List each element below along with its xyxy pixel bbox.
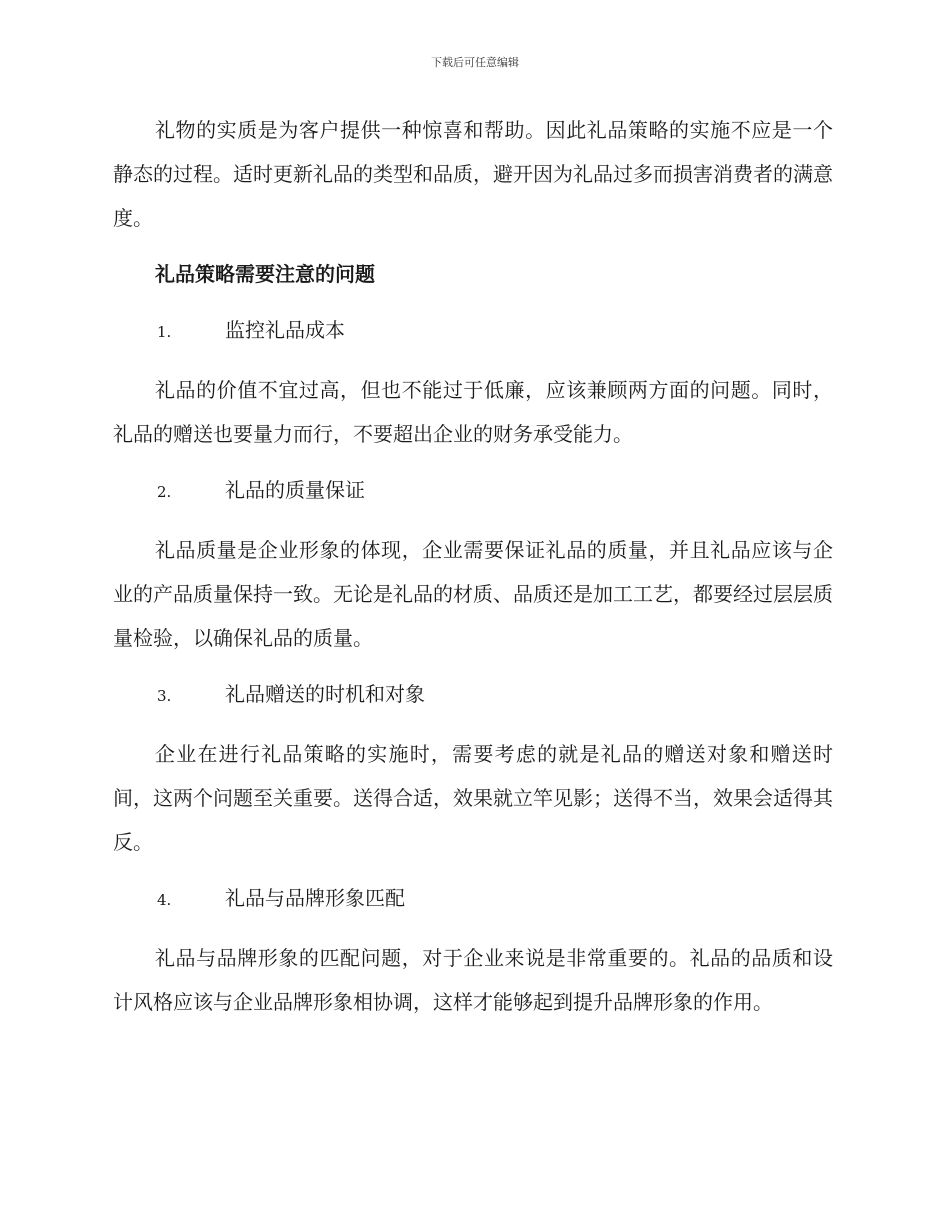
list-item-number: 4. (157, 891, 172, 909)
list-item-body: 礼品与品牌形象的匹配问题，对于企业来说是非常重要的。礼品的品质和设计风格应该与企业品牌形象相协调，这样才能够起到提升品牌形象的作用。 (113, 946, 833, 1014)
list-item-title: 监控礼品成本 (225, 318, 345, 342)
intro-paragraph: 礼物的实质是为客户提供一种惊喜和帮助。因此礼品策略的实施不应是一个静态的过程。适时更新礼品的类型和品质，避开因为礼品过多而损害消费者的满意度。 (113, 118, 833, 230)
list-item-4 (157, 876, 833, 922)
list-item-3 (157, 672, 833, 718)
list-item-number: 1. (157, 323, 172, 341)
section-heading: 礼品策略需要注意的问题 (155, 262, 375, 286)
document-body (113, 108, 833, 1024)
list-item-title: 礼品的质量保证 (225, 478, 365, 502)
list-item-body: 礼品的价值不宜过高，但也不能过于低廉，应该兼顾两方面的问题。同时，礼品的赠送也要量力而行，不要超出企业的财务承受能力。 (113, 378, 833, 446)
list-item-title: 礼品与品牌形象匹配 (225, 886, 405, 910)
list-item-2 (157, 468, 833, 514)
list-item-body: 礼品质量是企业形象的体现，企业需要保证礼品的质量，并且礼品应该与企业的产品质量保持一致。无论是礼品的材质、品质还是加工工艺，都要经过层层质量检验，以确保礼品的质量。 (113, 538, 833, 650)
list-item-number: 3. (157, 687, 172, 705)
list-item-number: 2. (157, 483, 172, 501)
list-item-1 (157, 308, 833, 354)
list-item-title: 礼品赠送的时机和对象 (225, 682, 425, 706)
list-item-body: 企业在进行礼品策略的实施时，需要考虑的就是礼品的赠送对象和赠送时间，这两个问题至关重要。送得合适，效果就立竿见影；送得不当，效果会适得其反。 (113, 742, 833, 854)
header-note: 下载后可任意编辑 (431, 56, 519, 69)
